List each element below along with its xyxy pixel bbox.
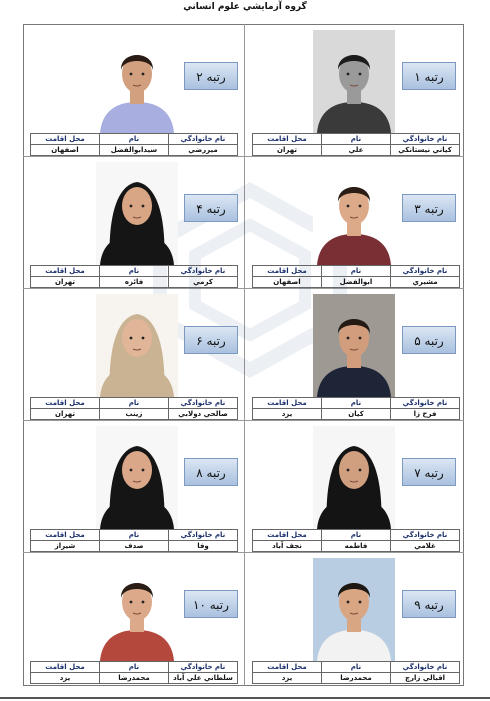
student-photo — [96, 558, 178, 661]
family-name-value: صالحي دولابي — [169, 409, 238, 420]
family-name-value: وفا — [169, 541, 238, 552]
first-name-header: نام — [100, 530, 169, 541]
student-info-table — [252, 661, 460, 684]
first-name-header: نام — [322, 398, 391, 409]
student-photo — [96, 426, 178, 529]
city-header: محل اقامت — [253, 662, 322, 673]
first-name-value: علي — [322, 145, 391, 156]
family-name-header: نام خانوادگي — [169, 530, 238, 541]
student-info-table — [30, 529, 238, 552]
rank-badge: رتبه ۱۰ — [184, 590, 238, 618]
first-name-header: نام — [100, 398, 169, 409]
family-name-header: نام خانوادگي — [169, 266, 238, 277]
family-name-header: نام خانوادگي — [391, 662, 460, 673]
student-info-table — [30, 397, 238, 420]
rank-badge: رتبه ۵ — [402, 326, 456, 354]
student-card — [246, 24, 466, 156]
rank-badge: رتبه ۳ — [402, 194, 456, 222]
student-info-table — [252, 397, 460, 420]
rank-badge: رتبه ۷ — [402, 458, 456, 486]
student-photo — [96, 294, 178, 397]
rank-badge: رتبه ۹ — [402, 590, 456, 618]
student-photo — [96, 30, 178, 133]
first-name-header: نام — [322, 134, 391, 145]
family-name-header: نام خانوادگي — [169, 662, 238, 673]
city-value: اصفهان — [253, 277, 322, 288]
family-name-value: كياني نيستانكي — [391, 145, 460, 156]
student-info-table — [30, 661, 238, 684]
first-name-value: سيدابوالفضل — [100, 145, 169, 156]
first-name-value: محمدرضا — [100, 673, 169, 684]
city-value: اصفهان — [31, 145, 100, 156]
city-header: محل اقامت — [31, 530, 100, 541]
first-name-header: نام — [322, 266, 391, 277]
student-card — [24, 288, 244, 420]
family-name-value: سلطاني علي آباد — [169, 673, 238, 684]
city-header: محل اقامت — [253, 530, 322, 541]
first-name-header: نام — [322, 530, 391, 541]
student-card — [246, 156, 466, 288]
student-photo — [313, 30, 395, 133]
student-card — [24, 156, 244, 288]
family-name-value: غلامي — [391, 541, 460, 552]
city-header: محل اقامت — [253, 266, 322, 277]
first-name-header: نام — [100, 266, 169, 277]
first-name-value: فاطمه — [322, 541, 391, 552]
city-header: محل اقامت — [31, 398, 100, 409]
rank-badge: رتبه ۱ — [402, 62, 456, 90]
family-name-header: نام خانوادگي — [169, 398, 238, 409]
family-name-header: نام خانوادگي — [391, 266, 460, 277]
student-photo — [313, 294, 395, 397]
city-value: شيراز — [31, 541, 100, 552]
student-info-table — [30, 265, 238, 288]
student-info-table — [30, 133, 238, 156]
family-name-header: نام خانوادگي — [391, 134, 460, 145]
student-card — [24, 24, 244, 156]
city-header: محل اقامت — [31, 266, 100, 277]
city-header: محل اقامت — [253, 134, 322, 145]
student-card — [246, 288, 466, 420]
student-info-table — [252, 265, 460, 288]
rank-badge: رتبه ۶ — [184, 326, 238, 354]
student-photo — [313, 558, 395, 661]
rank-badge: رتبه ۲ — [184, 62, 238, 90]
city-value: تهران — [31, 277, 100, 288]
city-value: تهران — [253, 145, 322, 156]
student-info-table — [252, 529, 460, 552]
student-photo — [96, 162, 178, 265]
page-title: گروه آزمايشي علوم انساني — [183, 2, 307, 12]
student-photo — [313, 162, 395, 265]
first-name-header: نام — [100, 134, 169, 145]
student-photo — [313, 426, 395, 529]
city-header: محل اقامت — [253, 398, 322, 409]
family-name-value: اقبالي زارچ — [391, 673, 460, 684]
city-value: يزد — [253, 673, 322, 684]
first-name-value: كيان — [322, 409, 391, 420]
family-name-header: نام خانوادگي — [169, 134, 238, 145]
rank-badge: رتبه ۸ — [184, 458, 238, 486]
first-name-header: نام — [322, 662, 391, 673]
student-card — [246, 420, 466, 552]
page-bottom-rule — [0, 697, 490, 699]
city-header: محل اقامت — [31, 662, 100, 673]
first-name-header: نام — [100, 662, 169, 673]
family-name-value: كرمي — [169, 277, 238, 288]
student-card — [24, 420, 244, 552]
student-info-table — [252, 133, 460, 156]
first-name-value: محمدرضا — [322, 673, 391, 684]
first-name-value: ابوالفضل — [322, 277, 391, 288]
family-name-value: مشيري — [391, 277, 460, 288]
family-name-value: فرح زا — [391, 409, 460, 420]
family-name-header: نام خانوادگي — [391, 530, 460, 541]
rank-badge: رتبه ۴ — [184, 194, 238, 222]
city-value: يزد — [31, 673, 100, 684]
city-value: نجف آباد — [253, 541, 322, 552]
student-card — [246, 552, 466, 684]
student-card — [24, 552, 244, 684]
city-value: يزد — [253, 409, 322, 420]
first-name-value: صدف — [100, 541, 169, 552]
family-name-value: ميررضي — [169, 145, 238, 156]
first-name-value: زينب — [100, 409, 169, 420]
first-name-value: فائزه — [100, 277, 169, 288]
city-value: تهران — [31, 409, 100, 420]
family-name-header: نام خانوادگي — [391, 398, 460, 409]
city-header: محل اقامت — [31, 134, 100, 145]
